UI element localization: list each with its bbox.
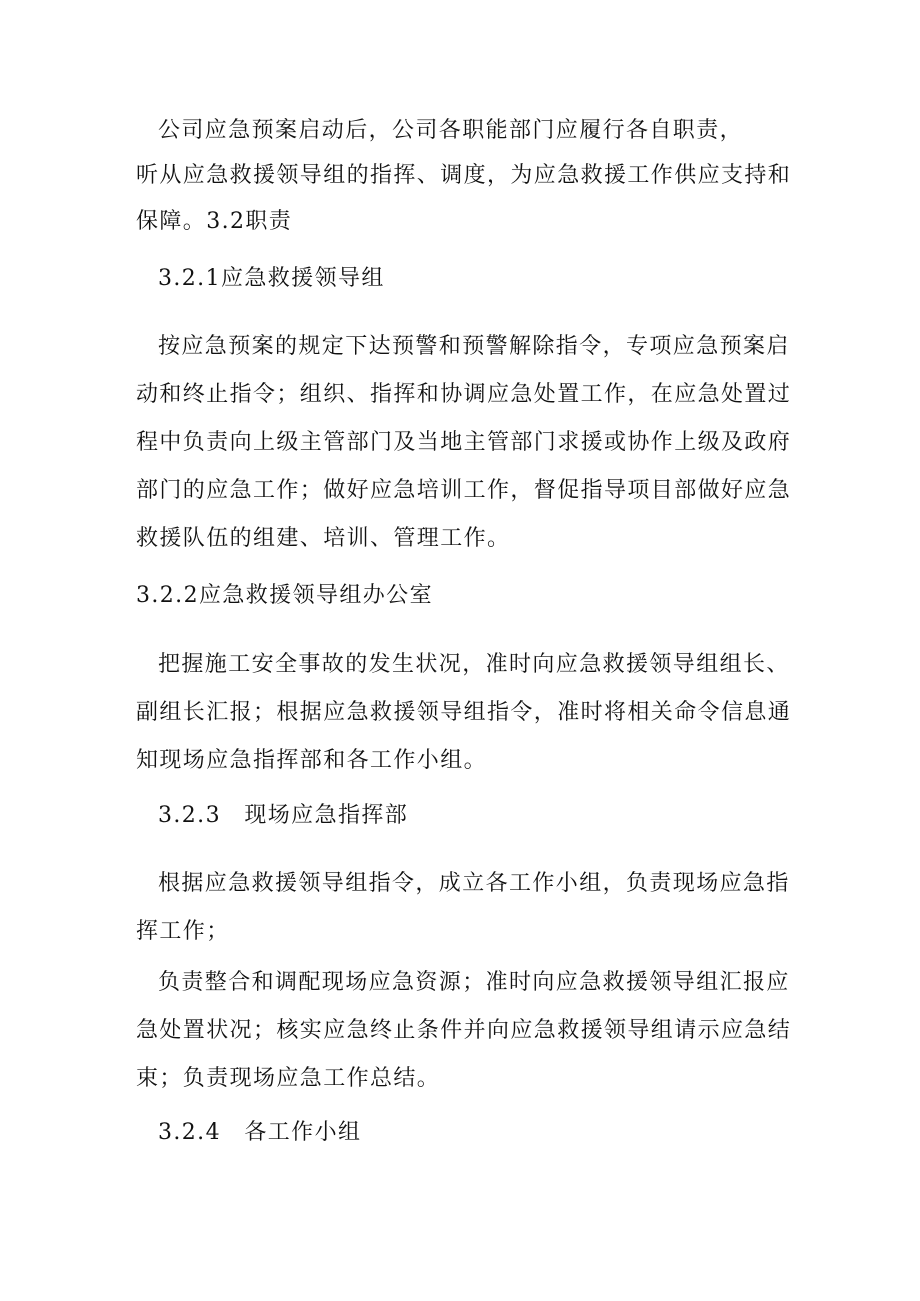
paragraph-line: 束；负责现场应急工作总结。	[136, 1066, 441, 1091]
section-heading: 3.2.1应急救援领导组	[158, 266, 385, 291]
paragraph-line: 把握施工安全事故的发生状况，准时向应急救援领导组组长、	[158, 652, 790, 677]
paragraph-line: 程中负责向上级主管部门及当地主管部门求援或协作上级及政府	[136, 430, 792, 455]
paragraph-line: 救援队伍的组建、培训、管理工作。	[136, 526, 511, 551]
section-heading: 3.2.4 各工作小组	[158, 1120, 362, 1145]
paragraph-line: 动和终止指令；组织、指挥和协调应急处置工作，在应急处置过	[136, 382, 792, 407]
paragraph-line: 部门的应急工作；做好应急培训工作，督促指导项目部做好应急	[136, 478, 792, 503]
paragraph-line: 挥工作；	[136, 919, 230, 944]
paragraph-line: 根据应急救援领导组指令，成立各工作小组，负责现场应急指	[158, 871, 790, 896]
paragraph-line: 副组长汇报；根据应急救援领导组指令，准时将相关命令信息通	[136, 700, 792, 725]
section-heading: 3.2.2应急救援领导组办公室	[136, 583, 433, 608]
paragraph-line: 公司应急预案启动后，公司各职能部门应履行各自职责，	[158, 118, 744, 143]
section-heading: 3.2.3 现场应急指挥部	[158, 803, 409, 828]
paragraph-line: 按应急预案的规定下达预警和预警解除指令，专项应急预案启	[158, 334, 790, 359]
paragraph-line: 急处置状况；核实应急终止条件并向应急救援领导组请示应急结	[136, 1018, 792, 1043]
paragraph-line: 听从应急救援领导组的指挥、调度，为应急救援工作供应支持和	[136, 163, 792, 188]
paragraph-line: 保障。3.2职责	[136, 209, 293, 234]
paragraph-line: 知现场应急指挥部和各工作小组。	[136, 748, 488, 773]
paragraph-line: 负责整合和调配现场应急资源；准时向应急救援领导组汇报应	[158, 970, 790, 995]
